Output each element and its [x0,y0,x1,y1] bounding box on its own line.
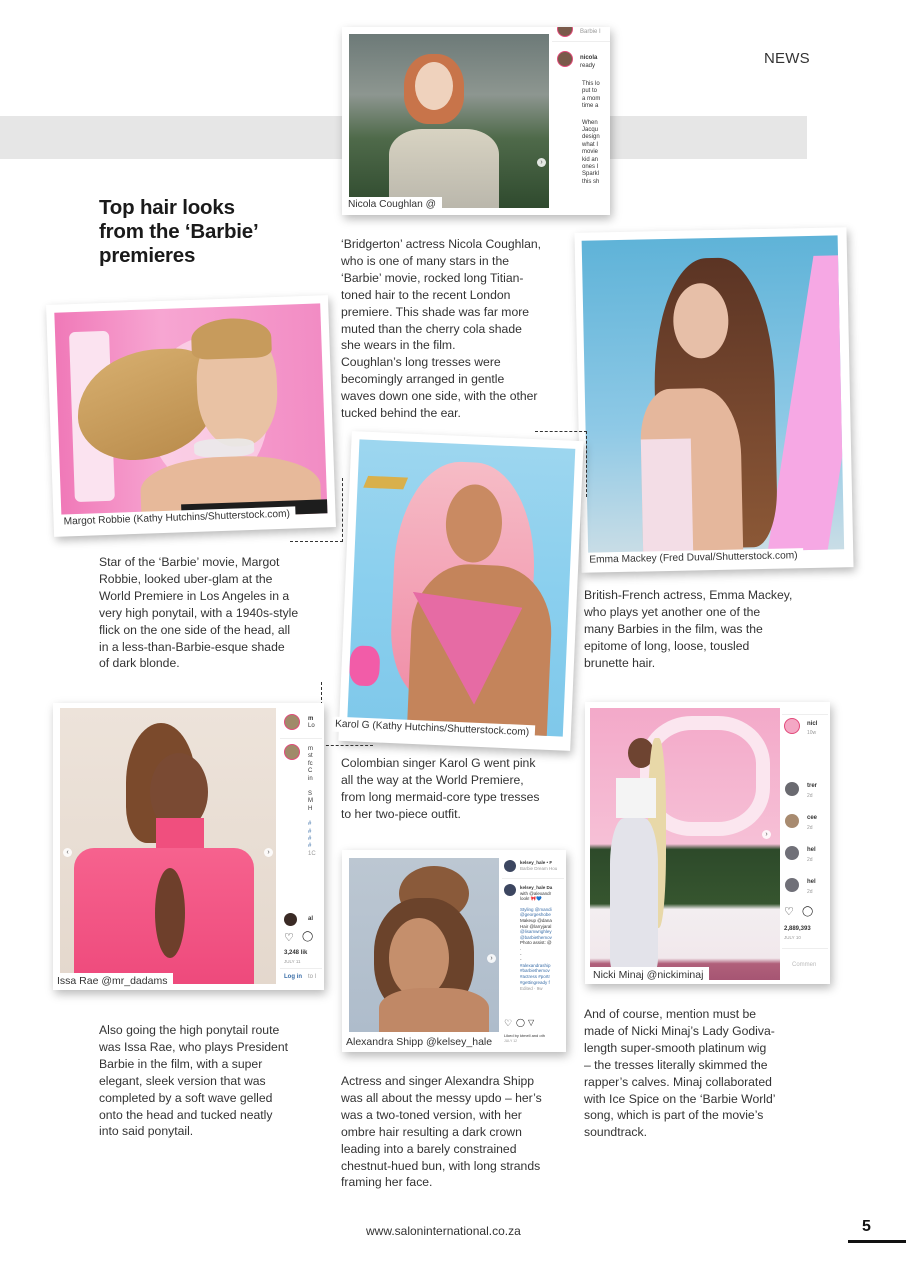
next-slide-button[interactable]: › [537,158,546,167]
caption-emma: Emma Mackey (Fred Duval/Shutterstock.com) [585,548,804,568]
connector-line [535,431,587,432]
text-line: Barbie in the film, with a super [99,1056,263,1071]
ig-caption-lines [308,746,316,858]
heart-icon[interactable]: ♡ [284,932,294,944]
caption-nicola: Nicola Coughlan @ [344,197,442,212]
text-line: elegant, sleek version that was [99,1073,266,1088]
ig-username[interactable]: kelsey_hale • F [520,860,553,865]
photo-card-issa [53,703,324,990]
ig-spacer [582,111,600,120]
text-line: she wears in the film. [341,338,456,353]
photo-nicki [590,708,780,980]
text-line: framing her face. [341,1175,433,1190]
text-line: ombre hair resulting a dark crown [341,1124,522,1139]
divider [552,41,610,42]
photo-card-margot [46,295,336,537]
connector-line [321,745,373,746]
ig-text: movie [582,149,599,156]
photo-emma [582,235,845,554]
ig-text: Photo assist: @ [520,940,552,946]
text-line: Also going the high ponytail route [99,1023,280,1037]
text-line: chestnut-hued bun, with long strands [341,1158,541,1173]
ig-spacer [308,783,316,791]
ig-hashtag[interactable]: #barbiethemov [520,968,550,974]
paragraph-karol [341,755,576,823]
divider [502,878,564,879]
heart-icon[interactable]: ♡ [784,906,794,918]
ig-caption-lines [520,885,552,992]
shoulder-shape [379,988,489,1032]
ig-mention[interactable]: Styling @mandi [520,906,552,912]
ig-hashtag[interactable]: #actress #portr [520,973,551,979]
paragraph-emma [584,587,824,672]
ig-text: put to [582,88,598,95]
ig-hashtag[interactable]: # [308,836,312,843]
text-line: of dark blonde. [99,656,180,671]
next-slide-button[interactable]: › [762,830,771,839]
text-line: in a less-than-Barbie-esque shade [99,639,285,654]
ig-date: JULY 10 [784,935,801,940]
page-number: 5 [862,1218,871,1235]
ig-time: 2d [807,889,813,895]
ig-commenter[interactable]: cee [807,815,818,821]
text-line: leading into a barely constrained [341,1141,517,1156]
avatar-icon [504,884,516,896]
ig-text: what I [582,141,599,148]
text-line: was a two-toned version, with her [341,1107,522,1122]
ig-login-text: to l [308,974,317,980]
comment-icon[interactable]: ◯ [516,1018,525,1027]
ig-text: a mom [582,95,601,102]
text-line: completed by a soft wave gelled [99,1090,273,1105]
connector-line [586,431,587,497]
section-label: NEWS [764,50,810,67]
ig-hashtag[interactable]: #gettingready f [520,979,550,985]
ig-text: this sh [582,178,600,185]
caption-nicki: Nicki Minaj @nickiminaj [589,967,709,983]
paragraph-issa [99,1022,334,1140]
avatar-icon [557,51,573,67]
avatar-icon [284,714,300,730]
top-shape [616,778,656,818]
instagram-panel-nicola [552,27,610,215]
avatar-icon [284,744,300,760]
paragraph-nicola [341,236,576,422]
text-line: brunette hair. [584,655,656,670]
headline-line: premieres [99,244,196,267]
ig-edited: Edited · 9w [520,986,543,992]
text-line: Robbie, looked uber-glam at the [99,571,273,586]
comment-icon[interactable]: ◯ [302,931,314,942]
caption-alexandra: Alexandra Shipp @kelsey_hale [342,1034,498,1050]
ig-text: st [308,753,313,760]
ig-text: m [308,746,313,752]
ig-location: Barbie Dream Hou [520,866,558,871]
text-line: waves down one side, with the other [341,389,538,404]
ig-hashtag[interactable]: # [308,843,312,850]
ig-location: Lo [308,723,315,729]
text-line: flick on the one side of the head, all [99,622,291,637]
ig-time: 2d [807,825,813,831]
ig-text: C [308,768,313,775]
chevrolet-logo-shape [363,476,408,490]
cutout-shape [155,868,185,958]
ig-mention[interactable]: Makeup @dana [520,917,552,923]
ig-hashtag[interactable]: # [308,828,312,835]
ig-text: This lo [582,81,600,87]
text-line: from long mermaid-core type tresses [341,789,540,804]
divider [280,968,322,969]
caption-karol: Karol G (Kathy Hutchins/Shutterstock.com) [331,716,536,740]
text-line: British-French actress, Emma Mackey, [584,588,793,602]
text-line: soundtrack. [584,1125,648,1140]
ig-mention[interactable]: @lisamwrighley [520,929,552,935]
ig-text: Sparkl [582,171,600,178]
text-line: who is one of many stars in the [341,253,510,268]
text-line: made of Nicki Minaj’s Lady Godiva- [584,1023,775,1038]
caption-issa: Issa Rae @mr_dadams [53,973,173,989]
avatar-icon [785,878,799,892]
text-line: – the tresses literally skimmed the [584,1057,768,1072]
text-line: tucked behind the ear. [341,406,461,421]
ig-text: fc [308,760,313,767]
text-line: And of course, mention must be [584,1007,757,1021]
photo-card-karol [334,431,583,751]
heart-icon[interactable]: ♡ [504,1018,513,1028]
ig-time: 2d [807,857,813,863]
barbie-logo-shape [349,645,381,686]
paragraph-nicki [584,1006,824,1141]
page-number-rule [848,1240,906,1243]
instagram-panel-issa [280,708,322,986]
headline-line: from the ‘Barbie’ [99,220,259,243]
text-line: Colombian singer Karol G went pink [341,756,536,770]
divider [782,714,828,715]
ig-commenter[interactable]: hel [807,847,816,853]
text-line: all the way at the World Premiere, [341,772,524,787]
text-line: who plays yet another one of the [584,604,761,619]
text-line: into said ponytail. [99,1124,194,1139]
connector-line [342,478,343,542]
dress-shape [641,438,694,554]
ig-date: JULY 12 [504,1039,518,1043]
avatar-icon [785,782,799,796]
text-line: length super-smooth platinum wig [584,1040,767,1055]
avatar-icon [284,913,297,926]
avatar-icon [557,27,573,37]
face-shape [389,918,449,998]
ig-date: JULY 11 [284,959,301,964]
ig-text: kid an [582,156,599,163]
photo-card-emma [574,227,853,573]
face-shape [415,62,453,110]
ig-text: M [308,798,313,805]
ig-like-count: 3,248 lik [284,950,308,956]
instagram-panel-alexandra [502,858,564,1048]
divider [280,738,322,739]
text-line: onto the head and tucked neatly [99,1107,273,1122]
ig-commenter[interactable]: hel [807,879,816,885]
ig-time: 2d [807,793,813,799]
ig-time: 10w [807,730,817,736]
ig-commenter[interactable]: al [308,916,314,922]
ig-commenter[interactable]: trer [807,783,818,789]
pink-backdrop-shape [767,255,844,555]
ig-text: with @alexandr [520,890,552,896]
text-line: was all about the messy updo – her’s [341,1090,542,1105]
avatar-icon [785,846,799,860]
photo-card-alexandra [342,850,566,1052]
ig-text: design [582,134,600,141]
text-line: becomingly arranged in gentle [341,372,505,387]
text-line: World Premiere in Los Angeles in a [99,588,290,603]
text-line: epitome of long, loose, tousled [584,638,750,653]
ig-text: S [308,791,313,798]
share-icon[interactable]: ▽ [528,1018,535,1027]
text-line: premiere. This shade was far more [341,304,530,319]
text-line: Star of the ‘Barbie’ movie, Margot [99,555,280,569]
text-line: with Ice Spice on the ‘Barbie World’ [584,1091,776,1106]
headline-line: Top hair looks [99,196,235,219]
ig-text: ones I [582,164,599,171]
ig-text: Jacqu [582,127,599,134]
photo-karol [347,439,575,736]
ig-username[interactable]: nicola [580,55,598,61]
paragraph-margot [99,554,334,672]
connector-line [290,541,343,542]
ig-mention[interactable]: @barbiethemov [520,934,552,940]
text-line: to her two-piece outfit. [341,806,461,821]
ig-liked-by: Liked by ktmell and oth [504,1033,545,1038]
paragraph-alexandra [341,1073,581,1191]
comment-icon[interactable]: ◯ [802,906,814,917]
ig-caption-lines [582,81,600,186]
ig-hashtag[interactable]: #alexandraship [520,962,551,968]
text-line: ‘Bridgerton’ actress Nicola Coughlan, [341,237,542,251]
text-line: muted than the cherry cola shade [341,321,522,336]
ig-mention[interactable]: @georgeshobe [520,912,551,918]
ig-text: time a [582,103,599,110]
caption-margot: Margot Robbie (Kathy Hutchins/Shutterstock.com) [59,506,296,529]
text-line: ‘Barbie’ movie, rocked long Titian- [341,270,524,285]
ig-spacer [308,813,316,821]
ig-like-count: 2,889,393 [784,926,811,932]
ig-text: kelsey_hale Da [520,885,553,890]
ig-login-link[interactable]: Log in [284,974,302,980]
ig-hashtag[interactable]: # [308,821,312,828]
text-line: rapper’s calves. Minaj collaborated [584,1074,772,1089]
ig-mention[interactable]: Hair @larryjaral [520,923,552,929]
photo-margot [54,303,327,522]
ig-time: 1C [308,850,316,857]
article-headline [99,196,319,268]
next-slide-button[interactable]: › [487,954,496,963]
ig-text: When [582,119,598,126]
ig-location: Barbie I [580,29,601,35]
photo-card-nicola [342,27,610,215]
photo-nicola [349,34,549,208]
text-line: toned hair to the recent London [341,287,511,302]
footer-url: www.saloninternational.co.za [366,1224,521,1238]
ig-username[interactable]: nicl [807,721,818,727]
text-line: many Barbies in the film, was the [584,621,763,636]
avatar-icon [504,860,516,872]
photo-issa [60,708,276,984]
prev-slide-button[interactable]: ‹ [63,848,72,857]
ig-username[interactable]: m [308,716,314,722]
divider [782,948,828,949]
ig-username-sub: ready [580,63,596,69]
instagram-panel-nicki [782,708,828,980]
ig-text: . [520,945,522,951]
next-slide-button[interactable]: › [264,848,273,857]
ig-text: in [308,775,313,782]
text-line: Actress and singer Alexandra Shipp [341,1074,535,1088]
text-line: was Issa Rae, who plays President [99,1039,288,1054]
ig-text: - [520,951,522,957]
photo-alexandra [349,858,499,1032]
text-line: Coughlan’s long tresses were [341,355,501,370]
skirt-shape [610,818,658,973]
ig-comment-input[interactable]: Commen [792,962,817,968]
ig-text: look! 🎀💙 [520,896,542,902]
avatar-icon [785,814,799,828]
ig-text: H [308,805,313,812]
text-line: very high ponytail, with a 1940s-style [99,605,299,620]
necklace-shape [194,438,255,458]
text-line: song, which is part of the movie’s [584,1108,764,1123]
hair-shape [191,317,272,360]
photo-card-nicki [585,702,830,984]
ig-text: - [520,957,522,963]
avatar-icon [784,718,800,734]
